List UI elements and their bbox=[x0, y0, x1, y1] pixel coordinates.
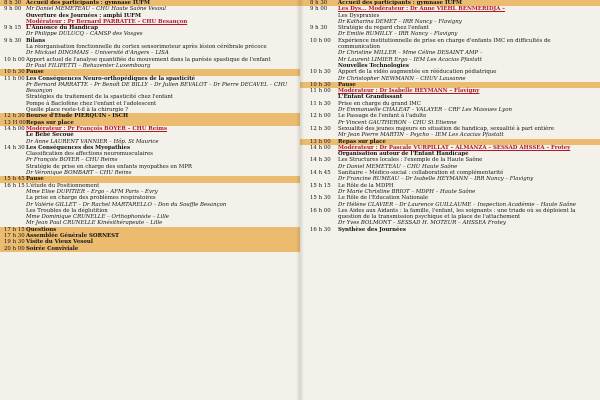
session-time: 11 h 00 bbox=[310, 88, 331, 95]
session-speaker: Dr Hélène CLAVIER – Dr Laurence GUILLAUME – Inspection Académie – Haute Saône bbox=[338, 201, 576, 208]
session-speaker: Pr Vincent GAUTHERON – CHU St Etienne bbox=[338, 119, 457, 126]
session-time: 10 h 30 bbox=[4, 69, 25, 76]
session-speaker: Dr Emilie RUMILLY – IRR Nancy – Flavigny bbox=[338, 31, 458, 38]
session-time: 9 h 30 bbox=[4, 37, 22, 44]
session-band: Accueil des participants : gymnase IUFM bbox=[338, 0, 462, 6]
session-band: Pause bbox=[338, 81, 356, 88]
session-speaker: Dr Francine RUMEAU – Dr Isabelle HEYMANN – IRR Nancy – Flavigny bbox=[338, 176, 534, 183]
session-band: Repas sur place bbox=[338, 138, 386, 145]
session-time: 13 H 00 bbox=[4, 119, 26, 126]
session-speaker: Dr Yves BOLMONT – SESSAD H. MOTEUR – AHSSEA Frotey bbox=[338, 220, 506, 227]
session-plain: Les Dyspraxies bbox=[338, 12, 380, 19]
session-plain: Stratégie du regard chez l'enfant bbox=[338, 25, 429, 32]
session-band: Accueil des participants : gymnase IUFM bbox=[26, 0, 150, 6]
session-time: 17 h 30 bbox=[4, 232, 25, 239]
session-time: 14 h 30 bbox=[4, 144, 25, 151]
session-time: 15 h 30 bbox=[310, 195, 331, 202]
session-time: 15 h 45 bbox=[4, 176, 25, 183]
session-time: 14 h 45 bbox=[310, 170, 331, 177]
session-time: 17 h 15 bbox=[4, 226, 25, 233]
schedule-row bbox=[300, 208, 600, 221]
session-band: Repas sur place bbox=[26, 119, 74, 126]
session-speaker: Dr Mickael DINOMAIS – Université d'Angers – LISA bbox=[26, 50, 169, 57]
session-time: 16 h 30 bbox=[310, 226, 331, 233]
session-plain: Stratégie de prise en charge des enfants myopathes en MPR bbox=[26, 163, 192, 170]
session-band: Questions bbox=[26, 226, 57, 233]
session-speaker: Dr Véronique BOMBART – CHU Reims bbox=[26, 170, 132, 177]
session-plain: Sanitaire – Médico-social : collaboration et complémentarité bbox=[338, 170, 504, 177]
session-time: 9 h 00 bbox=[4, 6, 22, 13]
session-time: 14 h 00 bbox=[310, 144, 331, 151]
session-title: L'Annonce du Handicap bbox=[26, 25, 98, 32]
session-title: L'Enfant Grandissant bbox=[338, 94, 403, 101]
session-time: 16 h 00 bbox=[310, 207, 331, 214]
session-title: Le Bébé Secoué bbox=[26, 132, 74, 139]
session-speaker: Dr Daniel MEMETEAU – CHU Haute Saône bbox=[338, 163, 458, 170]
session-speaker: Mme Elise DUPITIER – Ergo – AFM Paris – Evry bbox=[26, 188, 158, 195]
session-time: 13 h 00 bbox=[310, 138, 331, 145]
session-moderator: Modérateur : Dr Isabelle HEYMANN – Flavigny bbox=[338, 88, 480, 95]
session-title: Nouvelles Technologies bbox=[338, 62, 409, 69]
session-time: 19 h 30 bbox=[4, 239, 25, 246]
session-time: 11 h 30 bbox=[310, 100, 331, 107]
session-title: Les Conséquences Neuro-orthopédiques de la spasticité bbox=[26, 75, 196, 82]
session-band: Bourse d'Etude PIERQUIN - ISCH bbox=[26, 113, 129, 120]
session-plain: Quelle place reste-t-il à la chirurgie ? bbox=[26, 107, 128, 114]
session-plain: Pompe à Baclofène chez l'enfant et l'adolescent bbox=[26, 100, 157, 107]
session-moderator: Modérateur : Pr Bernard PARRATTE – CHU Besançon bbox=[26, 18, 188, 25]
session-time: 20 h 00 bbox=[4, 245, 25, 252]
session-plain: Apport de la vidéo augmentée en rééducation pédiatrique bbox=[338, 69, 497, 76]
session-time: 10 h 00 bbox=[4, 56, 25, 63]
session-plain: Le Rôle de la MDPH bbox=[338, 182, 394, 189]
session-time: 16 h 15 bbox=[4, 182, 25, 189]
session-speaker: Dr Katharina DEMET – IRR Nancy – Flavigny bbox=[338, 18, 462, 25]
session-title: Organisation autour de l'Enfant Handicapé bbox=[338, 151, 469, 158]
session-time: 10 h 00 bbox=[310, 37, 331, 44]
session-speaker: Dr Christopher NEWMANN – CHUV Lausanne bbox=[338, 75, 466, 82]
session-speaker: Dr Christine MILLER – Mme Céline DESAINT AMP – bbox=[338, 50, 483, 57]
session-title: Synthèse des Journées bbox=[338, 226, 406, 233]
session-time: 10 h 30 bbox=[310, 81, 331, 88]
session-time: 12 h 00 bbox=[310, 113, 331, 120]
session-plain: Les Aides aux Aidants : la famille, l'enfant, les soignants : une triade où se déploient la question de la transmission psychique et la place de l'attachement bbox=[338, 207, 576, 221]
session-moderator: Les Dys... Modérateur : Dr Anne VIEHL BENMERIDJA – bbox=[338, 6, 505, 13]
session-time: 8 h 30 bbox=[4, 0, 22, 6]
session-speaker: Mr Jean Paul CRUNELLE Kinésithérapeute – Lille bbox=[26, 220, 163, 227]
session-plain: Sexualité des jeunes majeurs en situation de handicap, sexualité à part entière bbox=[338, 125, 555, 132]
session-speaker: Pr Bernard PARRATTE – Pr Benoît DE BILLY – Dr Julien BEVALOT – Dr Pierre DECAVEL – CHU Besançon bbox=[26, 81, 288, 95]
session-time: 15 h 15 bbox=[310, 182, 331, 189]
session-speaker: Dr Emmanuelle CHALEAT – VALAYER – CRF Les Massues Lyon bbox=[338, 107, 512, 114]
session-plain: Prise en charge du grand IMC bbox=[338, 100, 421, 107]
schedule-row bbox=[300, 227, 600, 233]
session-speaker: Mr Laurent LIMIER Ergo – IEM Les Acacias Pfastatt bbox=[338, 56, 483, 63]
schedule-row bbox=[300, 38, 600, 51]
session-time: 10 h 30 bbox=[310, 69, 331, 76]
page-fold bbox=[296, 0, 304, 400]
session-plain: Les Structures locales : l'exemple de la Haute Saône bbox=[338, 157, 483, 164]
session-band: Soirée Conviviale bbox=[26, 245, 79, 252]
session-plain: Apport actuel de l'analyse quantifiée du mouvement dans la parésie spastique de l'enfant bbox=[26, 56, 271, 63]
session-time: 9 h 15 bbox=[4, 25, 22, 32]
session-plain: La prise en charge des problèmes respiratoires bbox=[26, 195, 156, 202]
session-time: 11 h 00 bbox=[4, 75, 25, 82]
session-time: 12 h 30 bbox=[310, 125, 331, 132]
session-plain: Classification des affections neuromusculaires bbox=[26, 151, 153, 158]
session-title: Les Conséquences des Myopathies bbox=[26, 144, 131, 151]
session-speaker: Mr Jean Pierre MARTIN – Psycho – IEM Les Acacias Pfastatt bbox=[338, 132, 504, 139]
session-moderator: Modérateur : Pr François BOYER – CHU Reims bbox=[26, 125, 168, 132]
session-title: Ouverture des Journées : amphi IUFM bbox=[26, 12, 141, 19]
session-time: 9 h 00 bbox=[310, 6, 328, 13]
day-two-column bbox=[300, 0, 600, 400]
session-plain: Le Passage de l'enfant à l'adulte bbox=[338, 113, 427, 120]
session-moderator: Modérateur : Dr Pascale VURPILLAT – ALMANZA – SESSAD AHSSEA – Frotey bbox=[338, 144, 571, 151]
session-band: Visite du Vieux Vesoul bbox=[26, 239, 93, 246]
session-speaker: Dr Philippe DULUCQ – CAMSP des Vosges bbox=[26, 31, 143, 38]
session-band: Pause bbox=[26, 176, 44, 183]
session-plain: Expérience institutionnelle de prise en charge d'enfants IMC en difficultés de communication bbox=[338, 37, 551, 51]
session-plain: Les Troubles de la déglutition bbox=[26, 207, 108, 214]
session-speaker: Mme Dominique CRUNELLE – Orthophoniste – Lille bbox=[26, 214, 169, 221]
session-band: Assemblée Générale SORNEST bbox=[26, 232, 120, 239]
session-speaker: Pr François BOYER – CHU Reims bbox=[26, 157, 118, 164]
session-band: Pause bbox=[26, 69, 44, 76]
schedule-band-row bbox=[0, 246, 300, 252]
session-time: 14 h 30 bbox=[310, 157, 331, 164]
session-time: 9 h 30 bbox=[310, 25, 328, 32]
session-speaker: Dr Valérie GILLET – Dr Rachel MARTARELLO – Don du Souffle Besançon bbox=[26, 201, 227, 208]
session-plain: Stratégies du traitement de la spasticité chez l'enfant bbox=[26, 94, 174, 101]
session-speaker: Mr Daniel MEMETEAU – CHU Haute Saône Vesoul bbox=[26, 6, 167, 13]
session-speaker: Dr Paul FILIPETTI – Rehazenter Luxembourg bbox=[26, 62, 151, 69]
session-time: 12 h 30 bbox=[4, 113, 25, 120]
session-speaker: Dr Anne LAURENT VANNIER – Hôp. St Maurice bbox=[26, 138, 159, 145]
session-plain: Le Rôle de l'Education Nationale bbox=[338, 195, 429, 202]
session-speaker: Dr Marie Christine BRIOT – MDPH – Haute Saône bbox=[338, 188, 476, 195]
session-time: 8 h 30 bbox=[310, 0, 328, 6]
session-plain: La réorganisation fonctionnelle du cortex sensorimoteur après lésion cérébrale précoce bbox=[26, 44, 267, 51]
session-time: 14 h 00 bbox=[4, 125, 25, 132]
session-plain: L'étude du Positionnement bbox=[26, 182, 100, 189]
schedule-row bbox=[0, 82, 300, 95]
session-title: Bilans bbox=[26, 37, 46, 44]
